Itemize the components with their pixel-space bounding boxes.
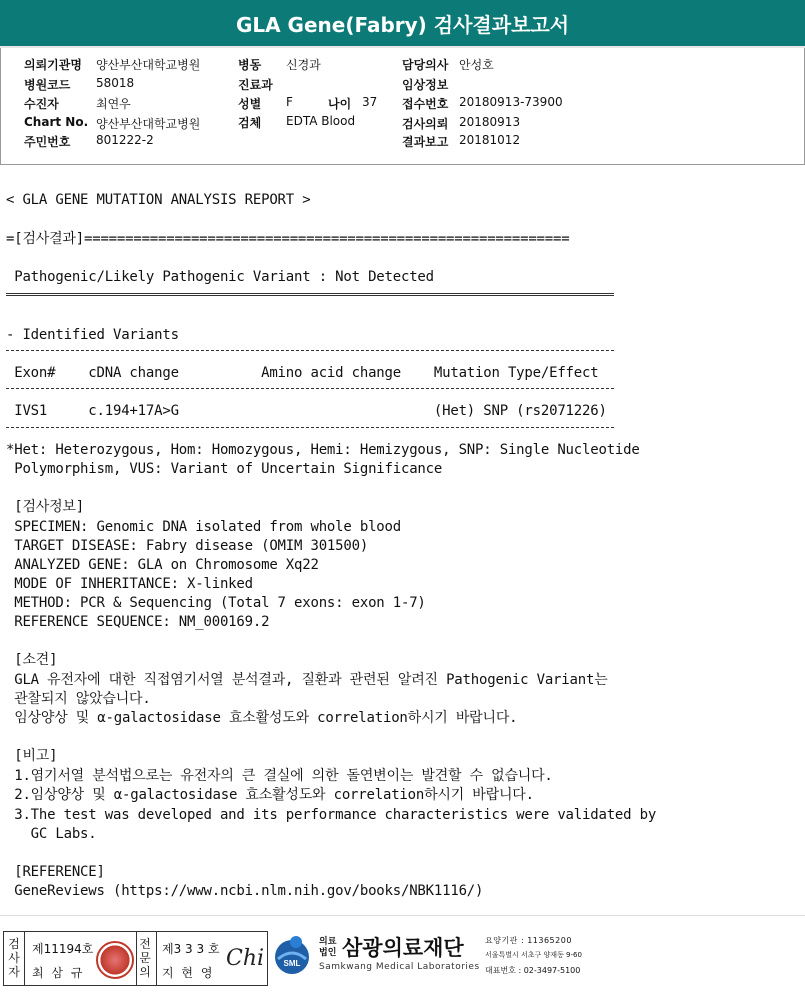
patient-info-panel [0, 48, 805, 165]
info-label: 결과보고 [402, 135, 449, 149]
info-value: 신경과 [286, 58, 321, 72]
variant-table-row: IVS1 c.194+17A>G (Het) SNP (rs2071226) [6, 403, 607, 419]
info-value: 37 [362, 95, 378, 109]
info-label: 진료과 [238, 78, 273, 92]
info-label: 병동 [238, 58, 262, 72]
divider [24, 932, 25, 985]
org-english-name: Samkwang Medical Laboratories [319, 962, 480, 972]
abbreviation-note: *Het: Heterozygous, Hom: Homozygous, Hemi: Hemizygous, SNP: Single Nucleotide [6, 442, 640, 458]
reference-title: [REFERENCE] [6, 864, 105, 880]
info-value: 20180913-73900 [459, 95, 563, 109]
tester-seal-icon [96, 941, 134, 979]
expert-label: 전문의 [139, 937, 151, 979]
tester-name: 최 삼 규 [32, 966, 85, 980]
test-info-title: [검사정보] [6, 499, 84, 515]
info-label: 나이 [328, 97, 352, 111]
remark-line: 2.임상양상 및 α-galactosidase 효소활성도와 correlation하시기 바랍니다. [6, 787, 534, 803]
info-value: 20181012 [459, 133, 521, 147]
contact-line: 대표번호 : 02-3497-5100 [485, 966, 581, 975]
expert-name: 지 현 영 [162, 966, 215, 980]
remark-line: 1.염기서열 분석법으로는 유전자의 큰 결실에 의한 돌연변이는 발견할 수 없습니다. [6, 768, 553, 784]
info-label: 담당의사 [402, 58, 449, 72]
divider [156, 932, 157, 985]
expert-signature: Chi [226, 946, 265, 971]
signature-box [3, 931, 268, 986]
info-label: 검사의뢰 [402, 117, 449, 131]
opinion-title: [소견] [6, 652, 58, 668]
remark-line: 3.The test was developed and its performance characteristics were validated by [6, 807, 657, 823]
info-label: 병원코드 [24, 78, 71, 92]
report-footer [0, 915, 805, 996]
org-prefix: 법인 [319, 948, 337, 958]
info-label: 검체 [238, 116, 262, 130]
separator [6, 293, 614, 296]
expert-license-no: 제3 3 3 호 [162, 942, 220, 956]
variant-table-header: Exon# cDNA change Amino acid change Mutation Type/Effect [6, 365, 599, 381]
identified-variants-label: - Identified Variants [6, 327, 179, 343]
info-value: 58018 [96, 76, 135, 90]
result-text: Pathogenic/Likely Pathogenic Variant : Not Detected [6, 269, 434, 285]
info-label: 수진자 [24, 97, 59, 111]
tester-license-no: 제11194호 [32, 942, 94, 956]
result-section-label: =[검사결과]=========================================================== [6, 231, 570, 247]
test-info-line: ANALYZED GENE: GLA on Chromosome Xq22 [6, 557, 319, 573]
opinion-line: 임상양상 및 α-galactosidase 효소활성도와 correlation하시기 바랍니다. [6, 710, 518, 726]
opinion-line: GLA 유전자에 대한 직접염기서열 분석결과, 질환과 관련된 알려진 Pathogenic Variant는 [6, 672, 608, 688]
separator [6, 427, 614, 428]
info-label: 임상정보 [402, 78, 449, 92]
contact-line: 요양기관 : 11365200 [485, 936, 572, 945]
org-prefix: 의료 [319, 937, 337, 947]
info-value: EDTA Blood [286, 114, 356, 128]
reference-link: GeneReviews (https://www.ncbi.nlm.nih.gov/books/NBK1116/) [6, 883, 484, 899]
sml-logo-icon [270, 933, 314, 977]
tester-label: 검사자 [8, 937, 20, 979]
report-title: GLA Gene(Fabry) 검사결과보고서 [235, 12, 570, 37]
test-info-line: TARGET DISEASE: Fabry disease (OMIM 301500) [6, 538, 369, 554]
info-value: 20180913 [459, 115, 521, 129]
info-value: F [286, 95, 293, 109]
separator [6, 388, 614, 389]
info-label: 주민번호 [24, 135, 71, 149]
abbreviation-note: Polymorphism, VUS: Variant of Uncertain Significance [6, 461, 443, 477]
info-label: 성별 [238, 97, 262, 111]
logo-text: SML [283, 959, 301, 968]
opinion-line: 관찰되지 않았습니다. [6, 691, 151, 707]
info-value: 양산부산대학교병원 [96, 58, 201, 72]
info-value: 양산부산대학교병원 [96, 117, 201, 131]
report-body [0, 166, 805, 912]
contact-line: 서울특별시 서초구 양재동 9-60 [485, 951, 582, 959]
test-info-line: METHOD: PCR & Sequencing (Total 7 exons: exon 1-7) [6, 595, 426, 611]
info-value: 안성호 [459, 58, 494, 72]
report-title-bar [0, 0, 805, 50]
info-value: 최연우 [96, 97, 131, 111]
remark-title: [비고] [6, 748, 58, 764]
remark-line: GC Labs. [6, 826, 97, 842]
test-info-line: MODE OF INHERITANCE: X-linked [6, 576, 253, 592]
report-heading: < GLA GENE MUTATION ANALYSIS REPORT > [6, 192, 311, 208]
info-label: Chart No. [24, 115, 89, 129]
test-info-line: SPECIMEN: Genomic DNA isolated from whole blood [6, 519, 401, 535]
info-value: 801222-2 [96, 133, 154, 147]
info-label: 접수번호 [402, 97, 449, 111]
org-name: 삼광의료재단 [342, 936, 464, 960]
info-label: 의뢰기관명 [24, 58, 82, 72]
test-info-line: REFERENCE SEQUENCE: NM_000169.2 [6, 614, 270, 630]
separator [6, 350, 614, 351]
